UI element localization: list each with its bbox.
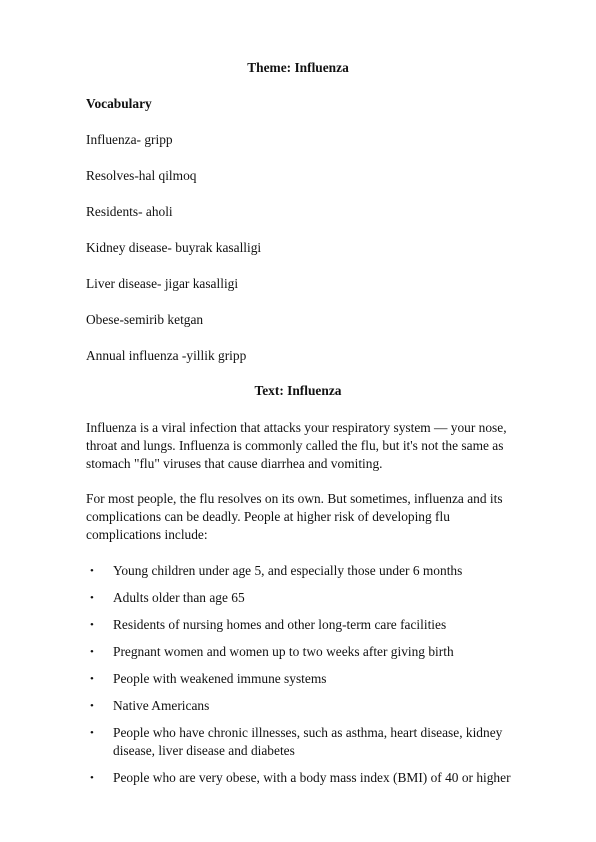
vocabulary-item: Kidney disease- buyrak kasalligi xyxy=(86,240,262,255)
document-title: Theme: Influenza xyxy=(247,60,349,75)
risk-group-text: People who have chronic illnesses, such as asthma, heart disease, kidney disease, liver disease and diabetes xyxy=(113,725,503,758)
risk-group-text: People with weakened immune systems xyxy=(113,671,327,686)
risk-group-text: Young children under age 5, and especially those under 6 months xyxy=(113,563,463,578)
text-section-title: Text: Influenza xyxy=(254,383,342,398)
risk-group-item xyxy=(86,589,526,607)
risk-group-item xyxy=(86,724,526,760)
paragraph-risk: For most people, the flu resolves on its own. But sometimes, influenza and its complications can be deadly. People at higher risk of developing flu complications include: xyxy=(86,491,503,542)
risk-group-item xyxy=(86,616,526,634)
vocabulary-item: Liver disease- jigar kasalligi xyxy=(86,276,239,291)
paragraph-intro: Influenza is a viral infection that attacks your respiratory system — your nose, throat and lungs. Influenza is commonly called the flu, but it's not the same as stomach "flu" viruses that cause diarrhea and vomiting. xyxy=(86,420,507,471)
risk-group-text: Residents of nursing homes and other long-term care facilities xyxy=(113,617,447,632)
bullet-icon: • xyxy=(90,592,94,604)
bullet-icon: • xyxy=(90,772,94,784)
bullet-icon: • xyxy=(90,565,94,577)
vocabulary-item: Obese-semirib ketgan xyxy=(86,312,204,327)
risk-groups-list xyxy=(86,562,526,796)
risk-group-text: Pregnant women and women up to two weeks after giving birth xyxy=(113,644,454,659)
vocabulary-list xyxy=(86,131,261,383)
vocabulary-heading: Vocabulary xyxy=(86,96,152,111)
bullet-icon: • xyxy=(90,673,94,685)
vocabulary-item: Annual influenza -yillik gripp xyxy=(86,348,247,363)
vocabulary-item: Resolves-hal qilmoq xyxy=(86,168,197,183)
bullet-icon: • xyxy=(90,646,94,658)
risk-group-item xyxy=(86,697,526,715)
risk-group-item xyxy=(86,643,526,661)
bullet-icon: • xyxy=(90,619,94,631)
risk-group-item xyxy=(86,562,526,580)
vocabulary-item: Residents- aholi xyxy=(86,204,173,219)
risk-group-item xyxy=(86,769,526,787)
risk-group-text: People who are very obese, with a body mass index (BMI) of 40 or higher xyxy=(113,770,511,785)
bullet-icon: • xyxy=(90,700,94,712)
vocabulary-item: Influenza- gripp xyxy=(86,132,173,147)
risk-group-text: Adults older than age 65 xyxy=(113,590,245,605)
risk-group-text: Native Americans xyxy=(113,698,210,713)
bullet-icon: • xyxy=(90,727,94,739)
risk-group-item xyxy=(86,670,526,688)
